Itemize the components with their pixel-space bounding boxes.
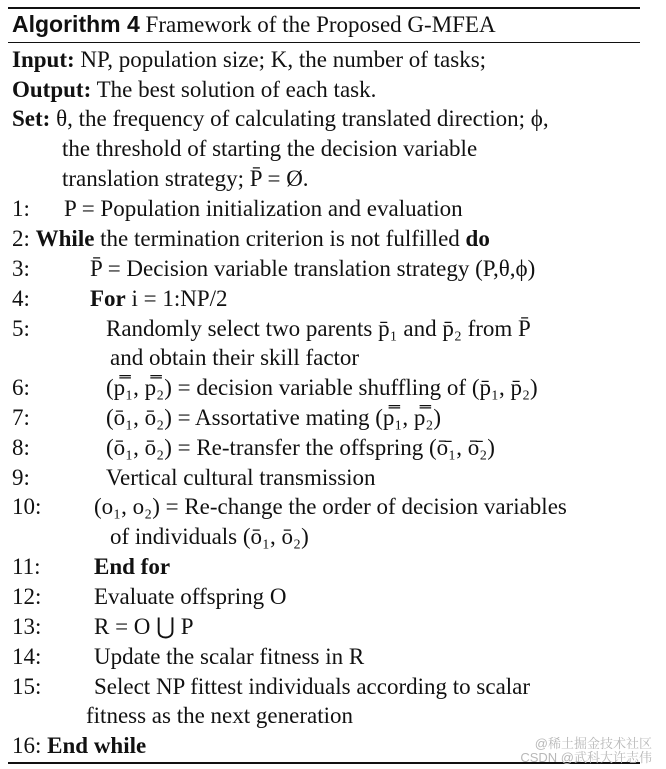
step-number: 7: [12, 405, 30, 430]
step-number: 15: [12, 674, 42, 699]
step-text: Randomly select two parents p̄₁ and p̄₂ from P̄ [106, 316, 531, 341]
watermark [520, 737, 652, 765]
while-keyword: While [35, 226, 95, 251]
algorithm-title [12, 8, 496, 41]
step-text: R = O ⋃ P [94, 614, 194, 639]
watermark-line-2: CSDN @武科大许志伟 [520, 750, 652, 765]
step-text: the termination criterion is not fulfilled [100, 226, 460, 251]
step-number: 6: [12, 375, 30, 400]
step-number: 10: [12, 494, 42, 519]
end-for-keyword: End for [94, 554, 171, 579]
input-text: NP, population size; K, the number of tasks; [80, 47, 487, 72]
step-number: 12: [12, 584, 42, 609]
step-text: (o₁, o₂) = Re-change the order of decision variables [94, 494, 567, 519]
step-number: 11: [12, 554, 41, 579]
step-continuation: of individuals (ō₁, ō₂) [110, 524, 309, 549]
step-number: 16: [12, 733, 42, 758]
output-keyword: Output: [12, 77, 92, 102]
step-number: 3: [12, 256, 30, 281]
step-text: Vertical cultural transmission [106, 465, 376, 490]
step-text: (p̿₁, p̿₂) = decision variable shuffling of (p̄₁, p̄₂) [106, 375, 538, 400]
do-keyword: do [465, 226, 490, 251]
step-number: 2: [12, 226, 30, 251]
for-keyword: For [90, 286, 126, 311]
watermark-line-1: @稀土掘金技术社区 [534, 736, 652, 751]
input-keyword: Input: [12, 47, 75, 72]
step-text: (ō₁, ō₂) = Assortative mating (p̿₁, p̿₂) [106, 405, 442, 430]
set-text-1: θ, the frequency of calculating translated direction; ϕ, [56, 106, 549, 131]
title-rule [8, 42, 640, 43]
output-text: The best solution of each task. [96, 77, 377, 102]
set-line [12, 104, 549, 134]
end-while-keyword: End while [47, 733, 147, 758]
step-line [12, 224, 490, 254]
step-text: Evaluate offspring O [94, 584, 287, 609]
step-number: 1: [12, 196, 30, 221]
step-line [90, 284, 228, 314]
step-text: P̄ = Decision variable translation strategy (P,θ,ϕ) [90, 256, 536, 281]
set-continuation-1: the threshold of starting the decision variable [62, 136, 478, 161]
step-text: i = 1:NP/2 [131, 286, 228, 311]
step-number: 14: [12, 644, 42, 669]
step-number: 5: [12, 316, 30, 341]
step-continuation: fitness as the next generation [86, 703, 353, 728]
step-text: P = Population initialization and evaluation [64, 196, 463, 221]
step-text: Select NP fittest individuals according to scalar [94, 674, 531, 699]
step-number: 8: [12, 435, 30, 460]
step-text: Update the scalar fitness in R [94, 644, 365, 669]
step-line [12, 731, 146, 761]
step-number: 13: [12, 614, 42, 639]
input-line [12, 45, 486, 75]
step-text: (ō₁, ō₂) = Re-transfer the offspring (ō̄₁, ō̄₂) [106, 435, 495, 460]
set-continuation-2: translation strategy; P̄ = Ø. [62, 166, 309, 191]
step-continuation: and obtain their skill factor [110, 345, 360, 370]
output-line [12, 75, 376, 105]
set-keyword: Set: [12, 106, 51, 131]
algorithm-title-text: Framework of the Proposed G-MFEA [145, 12, 496, 37]
algorithm-label: Algorithm 4 [12, 11, 140, 37]
step-number: 9: [12, 465, 30, 490]
step-number: 4: [12, 286, 30, 311]
